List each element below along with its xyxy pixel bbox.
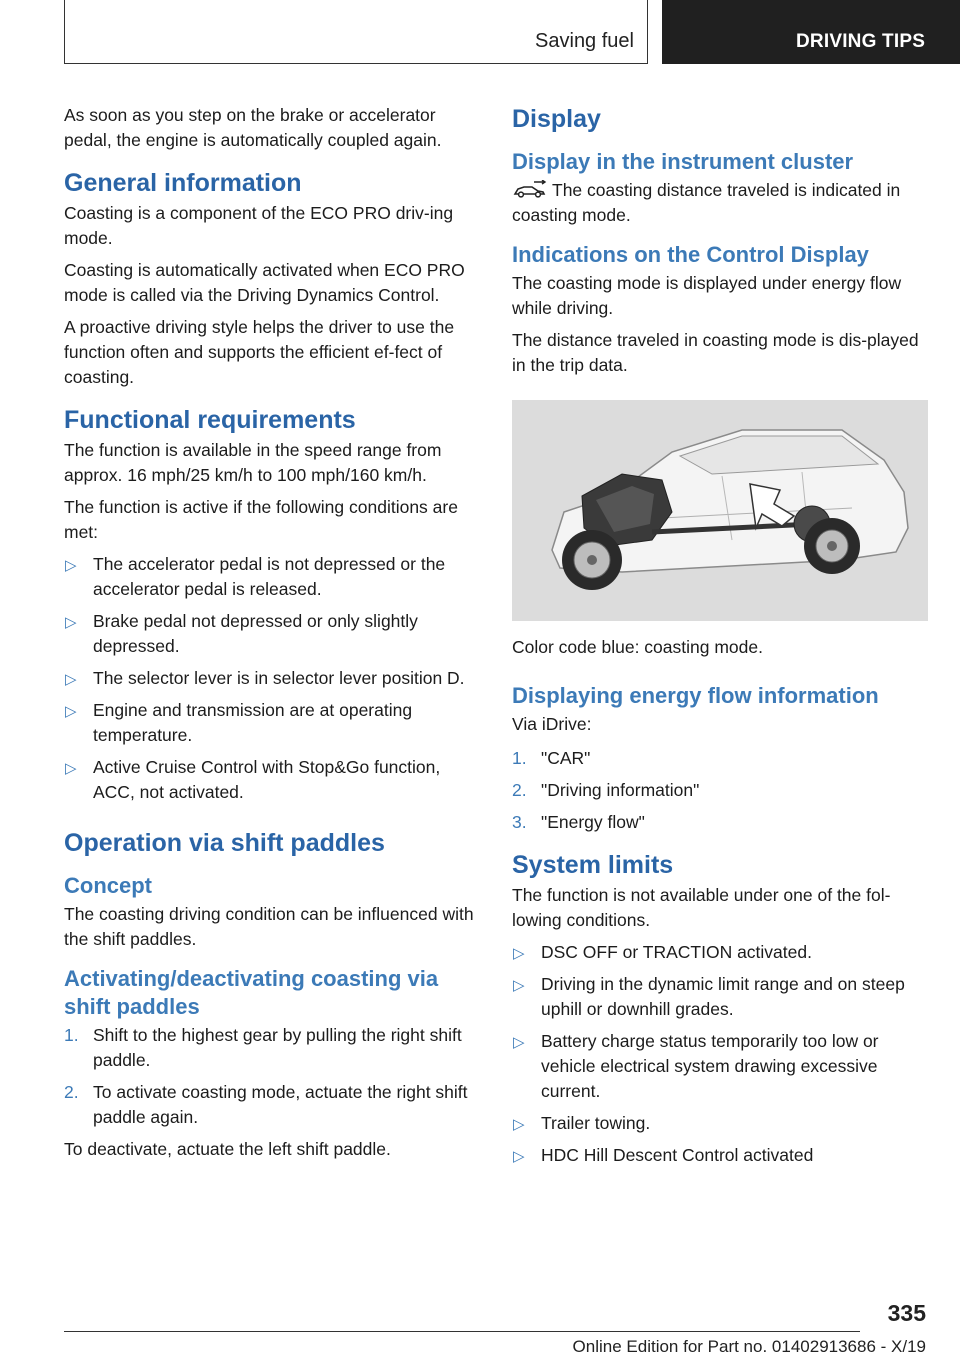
chapter-tab: DRIVING TIPS xyxy=(662,0,960,64)
list-item: 2. To activate coasting mode, actuate the right shift paddle again. xyxy=(64,1082,468,1127)
list-item: ▷ DSC OFF or TRACTION activated. xyxy=(512,940,928,965)
triangle-bullet-icon: ▷ xyxy=(65,760,77,777)
activating-heading: Activating/deactivating coasting via shift paddles xyxy=(64,966,439,1019)
list-item: 1. "CAR" xyxy=(512,748,591,768)
general-paragraph-1: Coasting is a component of the ECO PRO driv-ing mode. xyxy=(64,203,454,248)
concept-heading: Concept xyxy=(64,873,152,898)
right-column xyxy=(512,103,928,1175)
triangle-bullet-icon: ▷ xyxy=(65,703,77,720)
triangle-bullet-icon: ▷ xyxy=(65,671,77,688)
triangle-bullet-icon: ▷ xyxy=(513,1116,525,1133)
triangle-bullet-icon: ▷ xyxy=(513,945,525,962)
list-item: 3. "Energy flow" xyxy=(512,812,645,832)
figure-caption: Color code blue: coasting mode. xyxy=(512,637,763,657)
functional-paragraph-1: The function is available in the speed range from approx. 16 mph/25 km/h to 100 mph/160 km/h. xyxy=(64,440,442,485)
triangle-bullet-icon: ▷ xyxy=(513,1148,525,1165)
energy-flow-heading: Displaying energy flow information xyxy=(512,683,879,708)
via-idrive-text: Via iDrive: xyxy=(512,714,592,734)
functional-paragraph-2: The function is active if the following conditions are met: xyxy=(64,497,458,542)
idrive-steps-list xyxy=(512,746,928,835)
list-item: ▷ Battery charge status temporarily too low or vehicle electrical system drawing excessive current. xyxy=(513,1031,879,1101)
vehicle-illustration xyxy=(512,400,928,621)
triangle-bullet-icon: ▷ xyxy=(65,614,77,631)
list-item: 1. Shift to the highest gear by pulling the right shift paddle. xyxy=(64,1025,462,1070)
list-item: ▷ Brake pedal not depressed or only slightly depressed. xyxy=(65,611,418,656)
list-item: ▷ The selector lever is in selector lever position D. xyxy=(64,666,480,691)
general-paragraph-3: A proactive driving style helps the driver to use the function often and supports the efficient ef-fect of coasting. xyxy=(64,317,455,387)
system-limits-heading: System limits xyxy=(512,851,674,879)
footer-edition: Online Edition for Part no. 01402913686 - X/19 xyxy=(572,1337,926,1356)
triangle-bullet-icon: ▷ xyxy=(513,977,525,994)
operation-heading: Operation via shift paddles xyxy=(64,829,385,857)
list-item: ▷ Active Cruise Control with Stop&Go function, ACC, not activated. xyxy=(65,757,441,802)
list-item: ▷ Driving in the dynamic limit range and on steep uphill or downhill grades. xyxy=(513,974,905,1019)
list-item: ▷ The accelerator pedal is not depressed or the accelerator pedal is released. xyxy=(65,554,446,599)
deactivate-paragraph: To deactivate, actuate the left shift paddle. xyxy=(64,1139,391,1159)
display-heading: Display xyxy=(512,105,601,133)
coasting-car-icon xyxy=(512,180,548,198)
footer-divider xyxy=(64,1331,860,1332)
steps-list xyxy=(64,1023,480,1130)
conditions-list xyxy=(64,552,480,805)
section-title: Saving fuel xyxy=(535,30,634,52)
concept-paragraph: The coasting driving condition can be influenced with the shift paddles. xyxy=(64,904,474,949)
intro-paragraph: As soon as you step on the brake or accelerator pedal, the engine is automatically coupled again. xyxy=(64,105,442,150)
limits-list xyxy=(512,940,928,1168)
functional-requirements-heading: Functional requirements xyxy=(64,406,356,434)
list-item: ▷ Trailer towing. xyxy=(512,1111,928,1136)
instrument-cluster-heading: Display in the instrument cluster xyxy=(512,149,854,174)
triangle-bullet-icon: ▷ xyxy=(65,557,77,574)
control-paragraph-2: The distance traveled in coasting mode is dis-played in the trip data. xyxy=(512,330,919,375)
general-information-heading: General information xyxy=(64,169,302,197)
list-item: ▷ Engine and transmission are at operating temperature. xyxy=(65,700,413,745)
list-item: 2. "Driving information" xyxy=(512,780,700,800)
list-item: ▷ HDC Hill Descent Control activated xyxy=(512,1143,928,1168)
triangle-bullet-icon: ▷ xyxy=(513,1034,525,1051)
control-display-heading: Indications on the Control Display xyxy=(512,242,869,267)
limits-paragraph: The function is not available under one of the fol-lowing conditions. xyxy=(512,885,891,930)
left-column xyxy=(64,103,480,1169)
cluster-paragraph: The coasting distance traveled is indicated in coasting mode. xyxy=(512,180,901,225)
page-number: 335 xyxy=(887,1300,926,1326)
general-paragraph-2: Coasting is automatically activated when ECO PRO mode is called via the Driving Dynamics Control. xyxy=(64,260,465,305)
control-paragraph-1: The coasting mode is displayed under energy flow while driving. xyxy=(512,273,902,318)
